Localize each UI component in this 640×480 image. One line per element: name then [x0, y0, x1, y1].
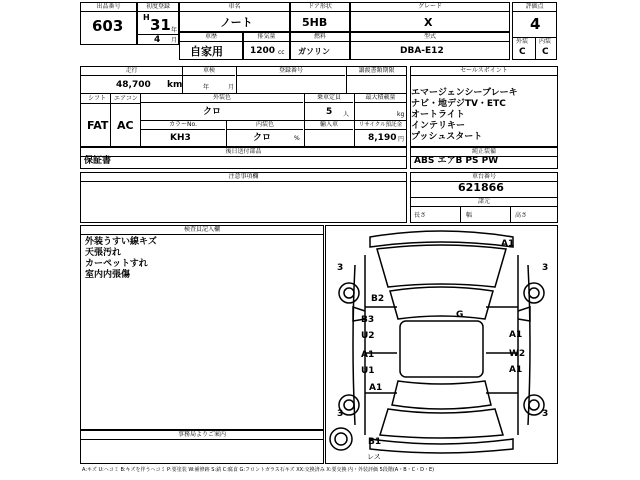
grade-label: グレード: [351, 3, 509, 12]
score-label: 評価点: [513, 3, 556, 12]
damage-mark: U2: [361, 331, 375, 341]
model-label: 型式: [351, 33, 509, 42]
mid-v4: [110, 93, 111, 146]
selling-line: インテリキー: [411, 121, 466, 131]
mid-h-shift: [80, 103, 140, 104]
price-value: 8,190: [368, 133, 397, 143]
mileage-value: 48,700: [116, 80, 151, 90]
reg-label: 初度登録: [138, 3, 178, 12]
transfer-label: 譲渡書類期限: [347, 67, 406, 76]
intcolor-label: 内装色: [227, 121, 303, 130]
damage-mark: 3: [337, 409, 344, 419]
dims-label: 諸元: [411, 197, 557, 207]
color-value: クロ: [203, 107, 222, 117]
fuel-value: ガソリン: [298, 47, 330, 56]
damage-mark: B1: [368, 437, 382, 447]
import-unit: %: [294, 135, 300, 142]
damage-mark: A1: [501, 239, 515, 249]
damage-mark: U1: [361, 366, 375, 376]
damage-mark: A1: [509, 330, 523, 340]
damage-mark: A1: [361, 350, 375, 360]
inspect-year: 年: [203, 84, 210, 91]
inspect-month: 月: [228, 84, 235, 91]
damage-mark: 3: [542, 263, 549, 273]
seats-label: 乗車定員: [305, 94, 353, 103]
shift-value: FAT: [87, 119, 109, 132]
score-value: 4: [530, 15, 541, 33]
seats-value: 5: [326, 107, 333, 117]
inspector-line: カーペットすれ: [85, 259, 148, 269]
damage-mark: W2: [509, 349, 526, 359]
inspector-line: 室内内張傷: [85, 270, 131, 280]
reg-month: 4: [154, 35, 161, 45]
mileage-label: 走行: [81, 67, 182, 76]
int-label: 内装: [539, 38, 552, 45]
selling-line: ナビ・地デジTV・ETC: [411, 99, 506, 109]
rear-parts-label: 後日送付部品: [81, 148, 406, 157]
width-label: 幅: [466, 212, 473, 219]
color-label: 外装色: [141, 94, 303, 103]
ext-value: C: [519, 47, 526, 57]
use-value: 自家用: [190, 45, 223, 58]
price-unit: 円: [398, 136, 405, 143]
name-label: 車名: [180, 3, 289, 12]
load-label: 最大積載量: [355, 94, 406, 103]
damage-mark: 3: [337, 263, 344, 273]
colorno-value: KH3: [170, 133, 191, 143]
rear-parts-value: 保証書: [84, 156, 112, 166]
inspector-line: 外装うすい線キズ: [85, 237, 157, 247]
damage-mark: 3: [542, 409, 549, 419]
equip-value: ABS エアB PS PW: [414, 156, 499, 166]
office-label: 事務局よりご案内: [81, 431, 323, 440]
ac-label: エアコン: [114, 95, 138, 102]
load-unit: kg: [397, 111, 405, 118]
disp-unit: cc: [278, 49, 285, 56]
fuel-label: 燃料: [291, 33, 349, 42]
door-value: 5HB: [302, 16, 328, 29]
dims-v2: [510, 206, 511, 223]
selling-line: プッシュスタート: [411, 132, 483, 142]
damage-mark: A1: [369, 383, 383, 393]
disp-value: 1200: [250, 46, 276, 56]
reg-year: 31: [150, 16, 171, 34]
lot-number: 603: [92, 17, 124, 35]
damage-mark: B3: [361, 315, 375, 325]
seats-unit: 人: [343, 111, 350, 118]
damage-mark: A1: [509, 365, 523, 375]
height-label: 高さ: [515, 212, 528, 219]
grade-value: X: [424, 16, 433, 29]
door-label: ドア形状: [291, 3, 349, 12]
model-value: DBA-E12: [400, 46, 444, 56]
dims-v1: [460, 206, 461, 223]
chassis-label: 車台番号: [411, 173, 557, 182]
int-value: C: [542, 47, 549, 57]
ac-value: AC: [117, 119, 134, 132]
legend: A:キズ U:ヘコミ B:キズを伴うヘコミ P:要塗装 W:補修跡 S:錆 C:腐食 G:フロントガラス石キズ XX:交換済み X:要交換 内・外装評価 5段階(A・B・C・D・E): [82, 467, 435, 473]
notes-label: 注意事項欄: [81, 173, 406, 182]
reg-month-unit: 月: [171, 37, 178, 44]
chassis-value: 621866: [458, 181, 504, 194]
inspector-label: 検査員記入欄: [81, 226, 323, 235]
use-label: 車歴: [180, 33, 242, 42]
score-vdivider: [535, 37, 536, 60]
selling-line: エマージェンシーブレーキ: [411, 88, 518, 98]
mileage-unit: km: [167, 80, 183, 90]
reg-year-unit: 年: [171, 27, 178, 34]
damage-mark: G: [456, 310, 464, 320]
intcolor-value: クロ: [253, 133, 272, 143]
import-label: 輸入車: [305, 121, 353, 130]
price-label: リサイクル預託金: [355, 121, 406, 130]
regno-label: 登録番号: [237, 67, 345, 76]
car-diagram: [325, 225, 558, 464]
disp-label: 排気量: [244, 33, 289, 42]
less-label: レス: [367, 453, 381, 461]
lot-label: 出品番号: [81, 3, 136, 12]
selling-label: セールスポイント: [411, 67, 557, 76]
mid-outer: [80, 66, 407, 147]
equip-label: 純正装備: [411, 148, 557, 157]
inspect-label: 車検: [183, 67, 235, 76]
reg-era: H: [143, 13, 150, 22]
ext-label: 外装: [516, 38, 529, 45]
selling-line: オートライト: [411, 110, 465, 120]
length-label: 長さ: [414, 212, 427, 219]
car-name: ノート: [220, 16, 253, 29]
inspector-line: 天張汚れ: [85, 248, 122, 258]
damage-mark: B2: [371, 294, 385, 304]
shift-label: シフト: [88, 95, 107, 102]
colorno-label: カラーNo.: [141, 121, 225, 130]
